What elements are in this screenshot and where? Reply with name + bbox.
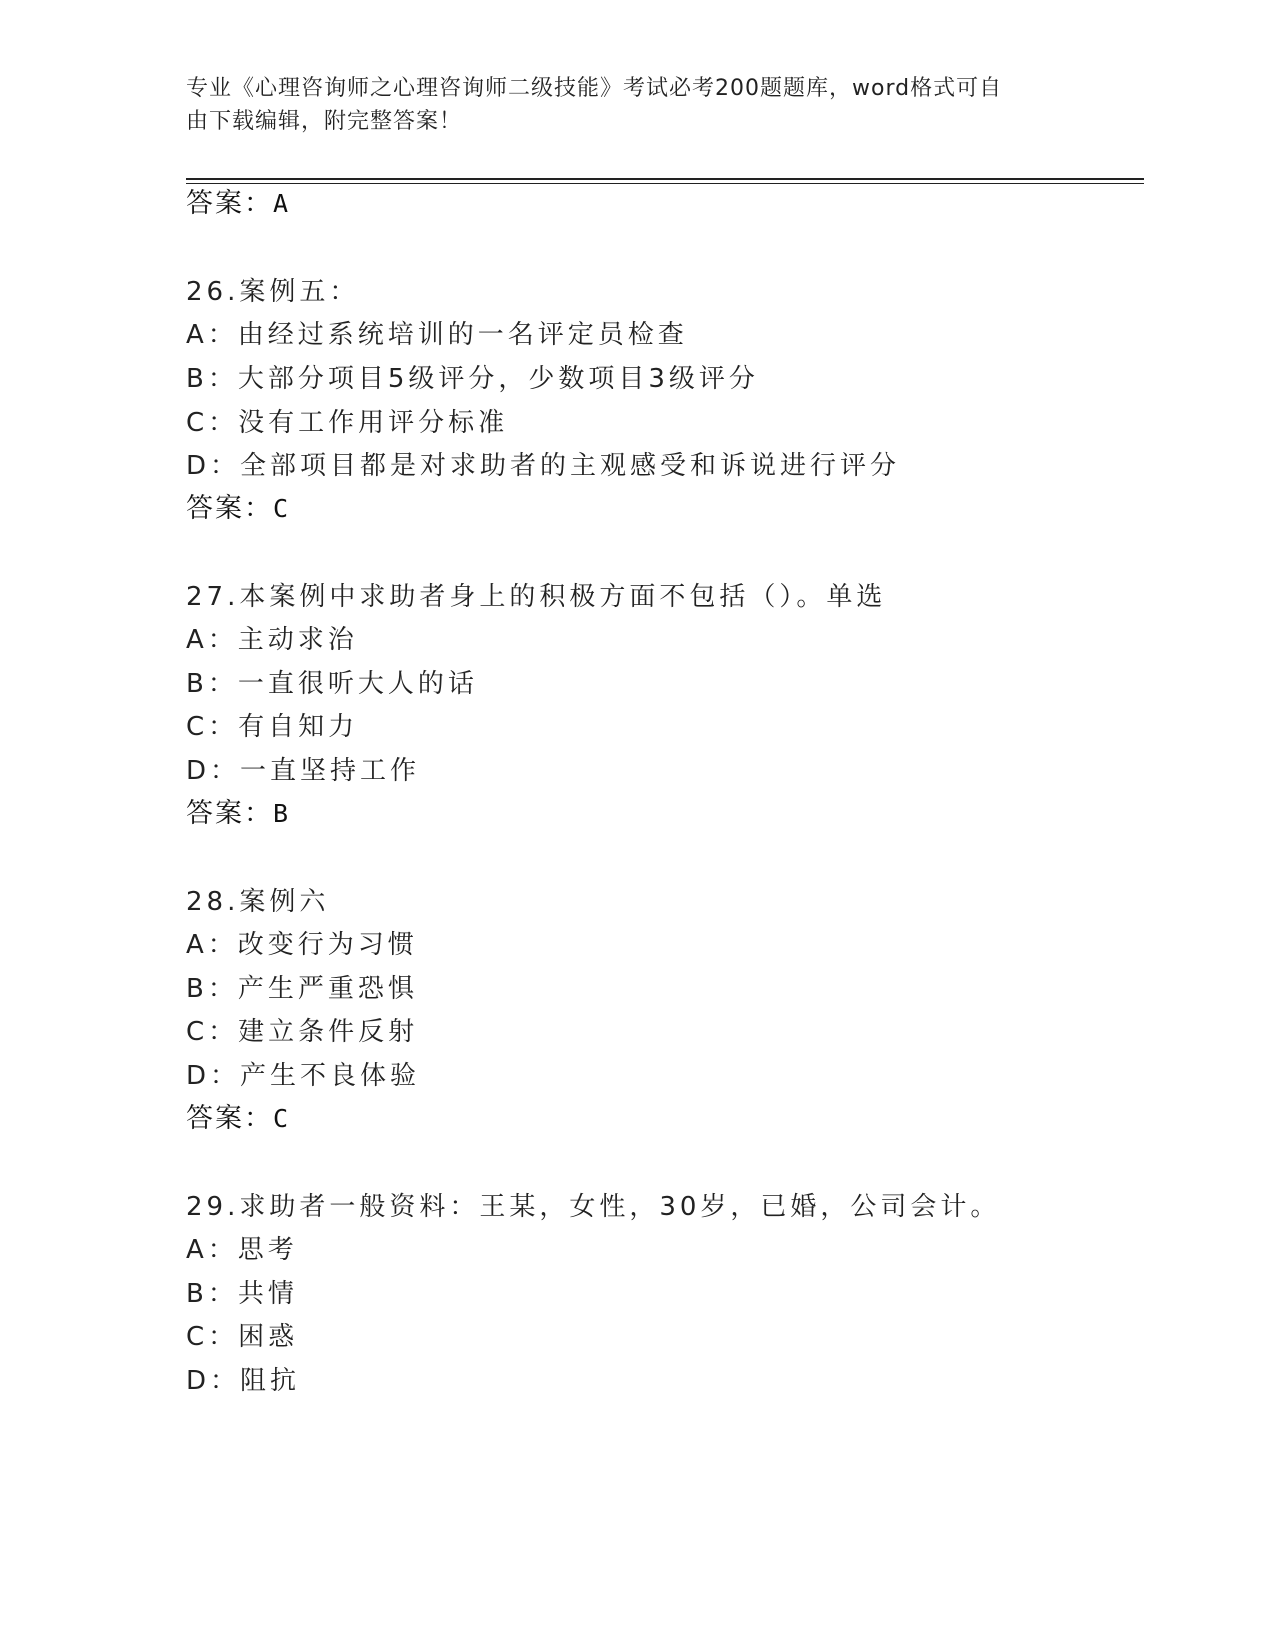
question-title: 27.本案例中求助者身上的积极方面不包括（）。单选 — [186, 582, 887, 612]
header-divider-thick — [186, 178, 1144, 180]
answer-label: 答案： — [186, 1103, 273, 1134]
option-d: D：阻抗 — [186, 1366, 301, 1396]
option-c: C：建立条件反射 — [186, 1017, 419, 1047]
option-c: C：困惑 — [186, 1322, 299, 1352]
answer-label: 答案： — [186, 493, 273, 524]
answer-label: 答案： — [186, 188, 273, 219]
document-header — [186, 72, 1066, 138]
answer-value: A — [273, 189, 290, 218]
option-a: A：由经过系统培训的一名评定员检查 — [186, 320, 688, 350]
answer-label: 答案： — [186, 798, 273, 829]
option-b: B：一直很听大人的话 — [186, 669, 478, 699]
answer-value: C — [273, 1104, 290, 1133]
option-c: C：有自知力 — [186, 712, 359, 742]
question-title: 26.案例五： — [186, 277, 360, 307]
option-a: A：改变行为习惯 — [186, 930, 418, 960]
answer-value: B — [273, 799, 290, 828]
header-line-1: 专业《心理咨询师之心理咨询师二级技能》考试必考200题题库，word格式可自 — [186, 76, 1003, 101]
option-d: D：一直坚持工作 — [186, 756, 421, 786]
answer-line — [186, 1102, 289, 1136]
answer-value: C — [273, 494, 290, 523]
option-c: C：没有工作用评分标准 — [186, 408, 509, 438]
answer-line — [186, 492, 289, 526]
option-b: B：大部分项目5级评分，少数项目3级评分 — [186, 364, 759, 394]
answer-line — [186, 187, 289, 221]
answer-line — [186, 797, 289, 831]
option-b: B：共情 — [186, 1279, 298, 1309]
option-a: A：主动求治 — [186, 625, 358, 655]
option-b: B：产生严重恐惧 — [186, 974, 418, 1004]
option-d: D：全部项目都是对求助者的主观感受和诉说进行评分 — [186, 451, 901, 481]
header-line-2: 由下载编辑，附完整答案！ — [186, 109, 463, 134]
option-d: D：产生不良体验 — [186, 1061, 421, 1091]
option-a: A：思考 — [186, 1235, 298, 1265]
header-divider-thin — [186, 183, 1144, 184]
question-title: 28.案例六 — [186, 887, 330, 917]
question-title: 29.求助者一般资料：王某，女性，30岁，已婚，公司会计。 — [186, 1192, 1001, 1222]
